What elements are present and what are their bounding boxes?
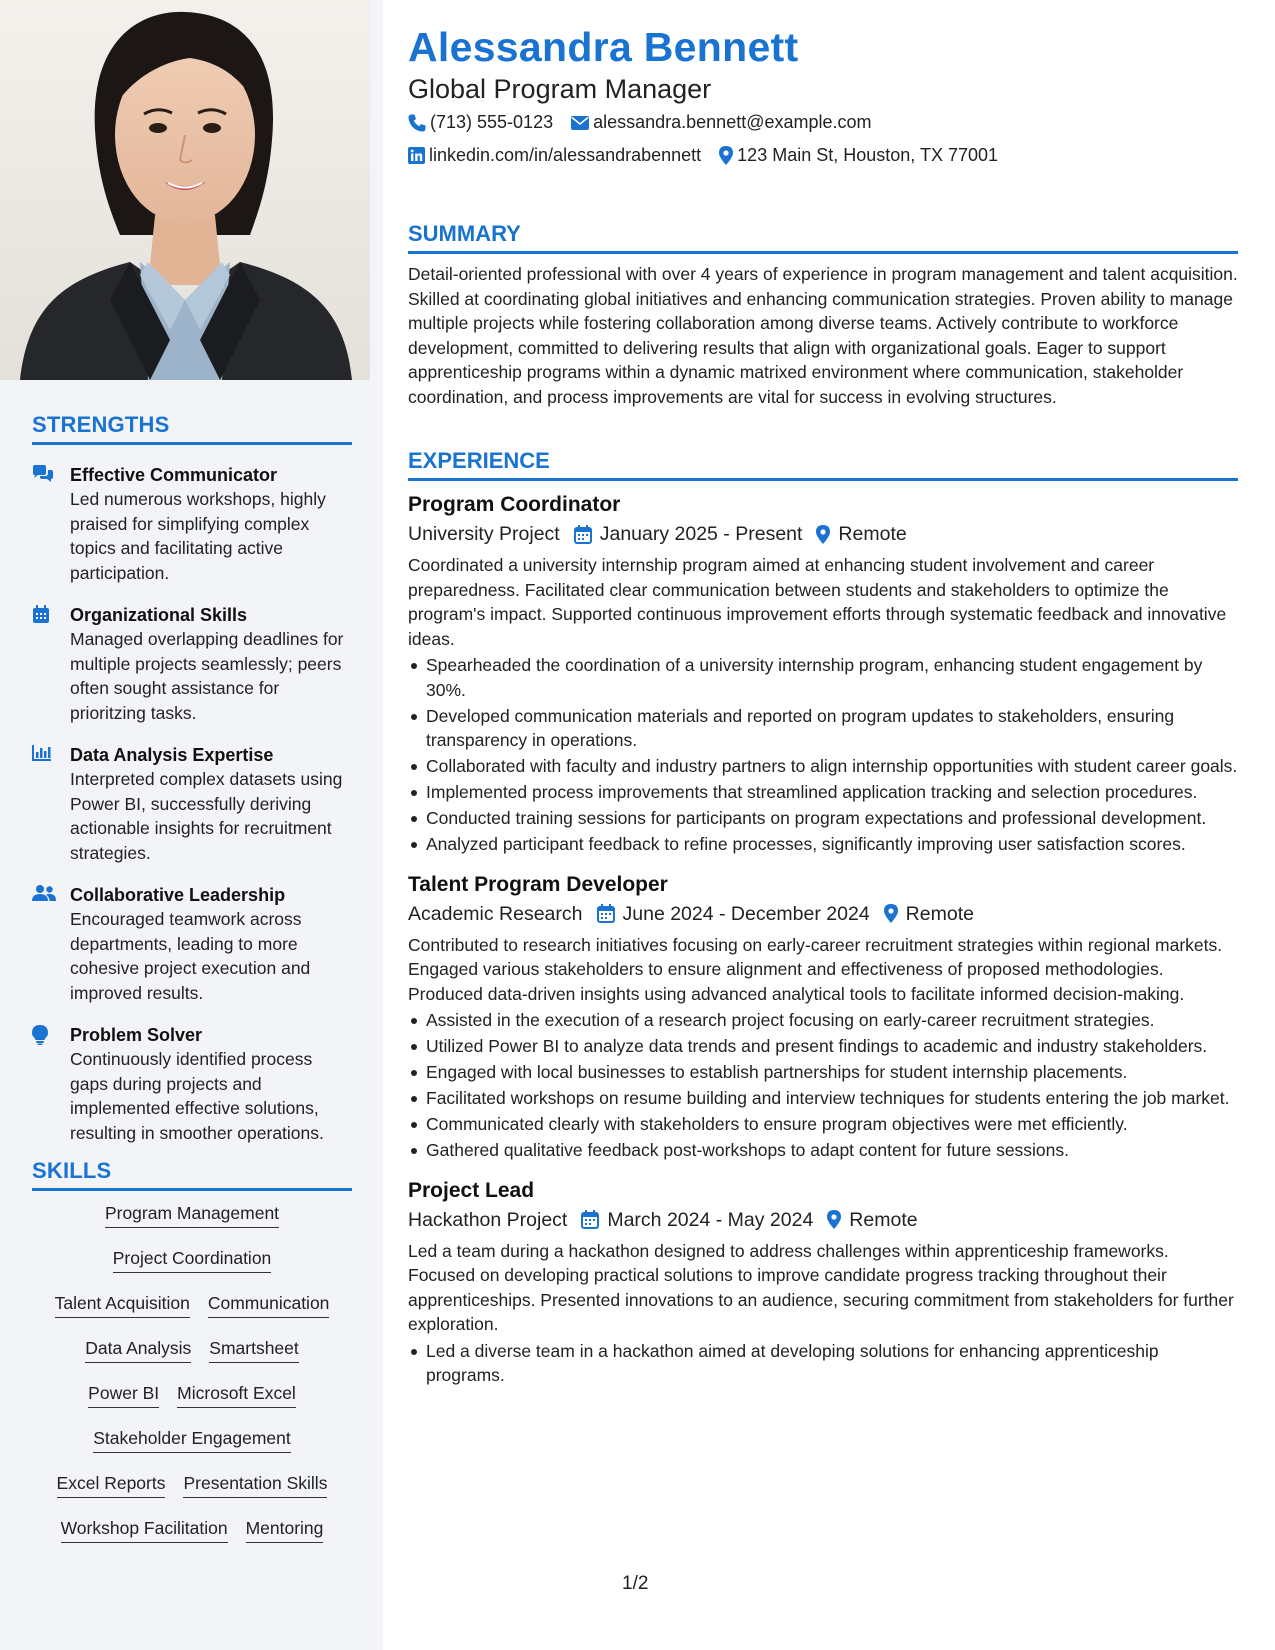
job-title: Program Coordinator xyxy=(408,493,621,516)
chat-bubbles-icon xyxy=(32,463,70,585)
email-contact[interactable] xyxy=(571,112,871,133)
phone-text: (713) 555-0123 xyxy=(430,112,554,132)
job-description: Led a team during a hackathon designed to address challenges within apprenticeship frameworks. Focused on developing practical solutions to improve candidate progress tracking throughout their apprenticeships. Presented innovations to an audience, securing commitment from stakeholders for further exploration. xyxy=(408,1240,1234,1334)
skills-list xyxy=(32,1203,352,1563)
job-title: Project Lead xyxy=(408,1178,535,1202)
calendar-icon xyxy=(574,525,592,544)
skills-row xyxy=(32,1473,352,1518)
strength-desc: Encouraged teamwork across departments, leading to more cohesive project execution and improved results. xyxy=(70,909,311,1003)
skill-tag: Talent Acquisition xyxy=(55,1293,190,1318)
job-bullet: Facilitated workshops on resume building and interview techniques for students entering the job market. xyxy=(408,1086,1238,1111)
job-bullet: Implemented process improvements that streamlined application tracking and selection procedures. xyxy=(408,780,1238,805)
bar-chart-icon xyxy=(32,743,70,865)
skills-section xyxy=(32,1158,352,1563)
job-bullets xyxy=(408,653,1238,857)
job-meta xyxy=(408,1205,1238,1235)
strength-title: Effective Communicator xyxy=(70,465,278,485)
lightbulb-icon xyxy=(32,1023,70,1145)
skills-row xyxy=(32,1248,352,1293)
page-number: 1/2 xyxy=(622,1573,649,1594)
skill-tag: Microsoft Excel xyxy=(177,1383,296,1408)
experience-heading: EXPERIENCE xyxy=(408,448,1238,481)
experience-section xyxy=(408,448,1238,1389)
profile-photo xyxy=(0,0,370,380)
linkedin-contact[interactable] xyxy=(408,145,701,166)
map-pin-icon xyxy=(827,1210,841,1229)
skill-tag: Workshop Facilitation xyxy=(61,1518,228,1543)
strength-item xyxy=(32,1023,352,1145)
strength-desc: Led numerous workshops, highly praised for simplifying complex topics and facilitating active participation. xyxy=(70,489,326,583)
strength-title: Organizational Skills xyxy=(70,605,248,625)
skill-tag: Power BI xyxy=(88,1383,159,1408)
skills-heading: SKILLS xyxy=(32,1158,352,1191)
contact-line xyxy=(408,112,890,133)
job-bullet: Conducted training sessions for participants on program expectations and professional development. xyxy=(408,806,1238,831)
job-bullet: Gathered qualitative feedback post-workshops to adapt content for future sessions. xyxy=(408,1138,1238,1163)
linkedin-icon xyxy=(408,147,425,164)
address-contact xyxy=(719,145,998,166)
strength-desc: Interpreted complex datasets using Power BI, successfully deriving actionable insights for recruitment strategies. xyxy=(70,769,343,863)
job-meta xyxy=(408,899,1238,929)
map-pin-icon xyxy=(719,146,733,165)
email-text: alessandra.bennett@example.com xyxy=(593,112,872,132)
job-description: Coordinated a university internship program aimed at enhancing student involvement and career preparedness. Facilitated clear communication between students and stakeholders to optimize the program's impact. Supported continuous improvement efforts through systematic feedback and innovative ideas. xyxy=(408,555,1227,649)
job-bullet: Assisted in the execution of a research project focusing on early-career recruitment strategies. xyxy=(408,1008,1238,1033)
job-location: Remote xyxy=(905,902,974,925)
sidebar xyxy=(0,0,383,1650)
job-bullet: Led a diverse team in a hackathon aimed at developing solutions for enhancing apprenticeship programs. xyxy=(408,1339,1238,1388)
skills-row xyxy=(32,1203,352,1248)
job-title: Talent Program Developer xyxy=(408,872,668,896)
job-org: University Project xyxy=(408,523,560,545)
skill-tag: Communication xyxy=(208,1293,330,1318)
map-pin-icon xyxy=(884,904,898,923)
candidate-role: Global Program Manager xyxy=(408,74,712,104)
phone-contact[interactable] xyxy=(408,112,553,133)
skill-tag: Stakeholder Engagement xyxy=(93,1428,291,1453)
skills-row xyxy=(32,1383,352,1428)
envelope-icon xyxy=(571,116,589,130)
calendar-icon xyxy=(32,603,70,725)
job-bullets xyxy=(408,1339,1238,1388)
job-dates: June 2024 - December 2024 xyxy=(622,902,870,925)
skill-tag: Excel Reports xyxy=(57,1473,166,1498)
job-meta xyxy=(408,519,1238,549)
strengths-section xyxy=(32,412,352,1145)
job-entry xyxy=(408,871,1238,1163)
skill-tag: Project Coordination xyxy=(113,1248,272,1273)
skill-tag: Data Analysis xyxy=(85,1338,191,1363)
job-location: Remote xyxy=(838,523,907,545)
calendar-icon xyxy=(597,904,615,923)
linkedin-text: linkedin.com/in/alessandrabennett xyxy=(429,145,702,165)
strength-title: Collaborative Leadership xyxy=(70,885,286,905)
calendar-icon xyxy=(581,1210,599,1229)
users-icon xyxy=(32,883,70,1005)
skills-row xyxy=(32,1518,352,1563)
strength-item xyxy=(32,743,352,865)
candidate-name: Alessandra Bennett xyxy=(408,24,799,70)
job-bullet: Analyzed participant feedback to refine processes, significantly improving user satisfaction scores. xyxy=(408,832,1238,857)
job-bullet: Utilized Power BI to analyze data trends and present findings to academic and industry stakeholders. xyxy=(408,1034,1238,1059)
skill-tag: Mentoring xyxy=(246,1518,324,1543)
job-bullet: Spearheaded the coordination of a university internship program, enhancing student engagement by 30%. xyxy=(408,653,1238,702)
strength-item xyxy=(32,603,352,725)
job-bullet: Developed communication materials and reported on program updates to stakeholders, ensuring transparency in operations. xyxy=(408,704,1238,753)
summary-heading: SUMMARY xyxy=(408,221,1238,254)
job-entry xyxy=(408,1177,1238,1388)
skill-tag: Presentation Skills xyxy=(183,1473,327,1498)
address-text: 123 Main St, Houston, TX 77001 xyxy=(737,145,999,165)
contact-line xyxy=(408,145,1016,166)
job-bullet: Communicated clearly with stakeholders to ensure program objectives were met efficiently. xyxy=(408,1112,1238,1137)
skills-row xyxy=(32,1428,352,1473)
phone-icon xyxy=(408,114,426,132)
job-bullet: Collaborated with faculty and industry partners to align internship opportunities with student career goals. xyxy=(408,754,1238,779)
job-bullet: Engaged with local businesses to establish partnerships for student internship placements. xyxy=(408,1060,1238,1085)
strength-desc: Continuously identified process gaps during projects and implemented effective solutions, resulting in smoother operations. xyxy=(70,1049,324,1143)
job-dates: January 2025 - Present xyxy=(599,523,803,545)
strength-title: Data Analysis Expertise xyxy=(70,745,274,765)
strength-item xyxy=(32,883,352,1005)
job-entry xyxy=(408,491,1238,857)
job-org: Hackathon Project xyxy=(408,1208,568,1231)
job-dates: March 2024 - May 2024 xyxy=(607,1208,814,1231)
skills-row xyxy=(32,1338,352,1383)
summary-text: Detail-oriented professional with over 4 years of experience in program management and talent acquisition. Skilled at coordinating global initiatives and enhancing communication strategies. Proven ability to manage multiple projects while fostering collaboration among diverse teams. Actively contribute to workforce development, committed to delivering results that align with organizational goals. Eager to support apprenticeship programs within a dynamic matrixed environment where communication, stakeholder coordination, and process improvements are vital for success in evolving structures. xyxy=(408,264,1238,407)
summary-section xyxy=(408,221,1238,409)
skill-tag: Smartsheet xyxy=(209,1338,298,1363)
job-description: Contributed to research initiatives focusing on early-career recruitment strategies within regional markets. Engaged various stakeholders to ensure alignment and effectiveness of proposed methodologies. Produced data-driven insights using advanced analytical tools to facilitate informed decision-making. xyxy=(408,934,1223,1004)
strength-item xyxy=(32,463,352,585)
job-org: Academic Research xyxy=(408,902,583,925)
job-bullets xyxy=(408,1008,1238,1163)
job-location: Remote xyxy=(849,1208,918,1231)
strength-desc: Managed overlapping deadlines for multiple projects seamlessly; peers often sought assistance for prioritzing tasks. xyxy=(70,629,344,723)
skill-tag: Program Management xyxy=(105,1203,279,1228)
skills-row xyxy=(32,1293,352,1338)
strength-title: Problem Solver xyxy=(70,1025,203,1045)
strengths-heading: STRENGTHS xyxy=(32,412,352,445)
map-pin-icon xyxy=(816,525,830,544)
